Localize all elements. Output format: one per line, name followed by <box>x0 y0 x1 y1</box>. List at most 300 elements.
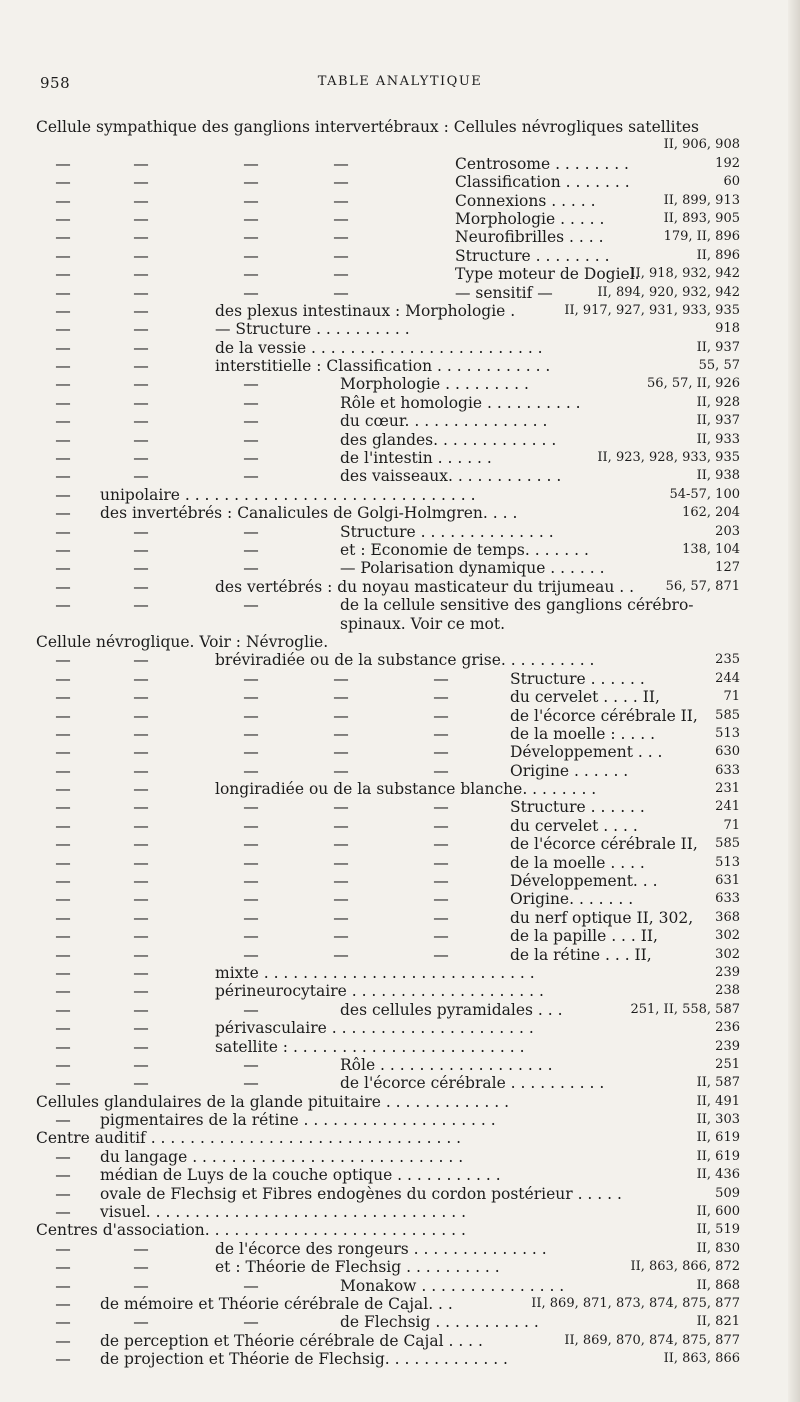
entry-text: de la moelle . . . . <box>510 853 645 872</box>
page-references: 302 <box>715 928 740 944</box>
page-references: II, 619 <box>696 1130 740 1146</box>
ditto-dash: — <box>55 522 71 541</box>
ditto-dash: — <box>433 706 449 725</box>
entry-text: visuel. . . . . . . . . . . . . . . . . . . . . . . . . . . . . . . . . <box>100 1203 467 1222</box>
ditto-dash: — <box>55 1350 71 1369</box>
index-entry <box>0 1093 800 1111</box>
ditto-dash: — <box>133 540 149 559</box>
ditto-dash: — <box>55 1184 71 1203</box>
ditto-dash: — <box>133 320 149 339</box>
ditto-dash: — <box>55 1055 71 1074</box>
ditto-dash: — <box>55 816 71 835</box>
index-entry <box>0 541 800 559</box>
ditto-dash: — <box>55 1166 71 1185</box>
entry-text: de l'écorce des rongeurs . . . . . . . . . . . . . . <box>215 1239 547 1258</box>
ditto-dash: — <box>333 872 349 891</box>
index-entry <box>0 854 800 872</box>
entry-text: de l'écorce cérébrale II, <box>510 835 698 854</box>
entry-text: de la papille . . . II, <box>510 927 658 946</box>
ditto-dash: — <box>333 890 349 909</box>
page-references: 238 <box>715 983 740 999</box>
ditto-dash: — <box>333 669 349 688</box>
ditto-dash: — <box>433 890 449 909</box>
ditto-dash: — <box>133 522 149 541</box>
ditto-dash: — <box>55 1074 71 1093</box>
page-references: 633 <box>715 762 740 778</box>
ditto-dash: — <box>433 724 449 743</box>
ditto-dash: — <box>243 375 259 394</box>
page-references: II, 869, 871, 873, 874, 875, 877 <box>531 1296 740 1311</box>
index-entry <box>0 1019 800 1037</box>
page-references: II, 519 <box>696 1222 740 1238</box>
ditto-dash: — <box>133 338 149 357</box>
entry-text: Connexions . . . . . <box>455 191 596 210</box>
ditto-dash: — <box>333 706 349 725</box>
index-entry <box>0 835 800 853</box>
ditto-dash: — <box>243 853 259 872</box>
ditto-dash: — <box>433 853 449 872</box>
ditto-dash: — <box>243 228 259 247</box>
ditto-dash: — <box>243 449 259 468</box>
ditto-dash: — <box>55 651 71 670</box>
ditto-dash: — <box>243 412 259 431</box>
ditto-dash: — <box>55 1147 71 1166</box>
ditto-dash: — <box>55 154 71 173</box>
index-entry <box>0 1056 800 1074</box>
ditto-dash: — <box>55 780 71 799</box>
ditto-dash: — <box>55 265 71 284</box>
ditto-dash: — <box>133 669 149 688</box>
ditto-dash: — <box>55 228 71 247</box>
index-entry <box>0 431 800 449</box>
ditto-dash: — <box>243 540 259 559</box>
page-references: 513 <box>715 725 740 741</box>
page-references: II, 830 <box>696 1240 740 1256</box>
index-entry <box>0 780 800 798</box>
entry-text: des plexus intestinaux : Morphologie . <box>215 301 516 320</box>
index-entry <box>0 927 800 945</box>
ditto-dash: — <box>55 1313 71 1332</box>
ditto-dash: — <box>55 927 71 946</box>
entry-text: Neurofibrilles . . . . <box>455 228 604 247</box>
index-entry <box>0 1001 800 1019</box>
index-entry <box>0 504 800 522</box>
ditto-dash: — <box>55 504 71 523</box>
ditto-dash: — <box>133 265 149 284</box>
index-entry <box>0 173 800 191</box>
index-entry <box>0 982 800 1000</box>
ditto-dash: — <box>55 724 71 743</box>
ditto-dash: — <box>243 283 259 302</box>
ditto-dash: — <box>55 301 71 320</box>
ditto-dash: — <box>433 908 449 927</box>
page-references: 631 <box>715 873 740 889</box>
page-references: II, 863, 866, 872 <box>630 1259 740 1275</box>
entry-text: des cellules pyramidales . . . <box>340 1000 563 1019</box>
ditto-dash: — <box>55 559 71 578</box>
ditto-dash: — <box>55 1239 71 1258</box>
page-references: II, 899, 913 <box>663 192 740 208</box>
ditto-dash: — <box>133 246 149 265</box>
ditto-dash: — <box>243 1000 259 1019</box>
ditto-dash: — <box>55 320 71 339</box>
ditto-dash: — <box>133 357 149 376</box>
ditto-dash: — <box>333 688 349 707</box>
index-entry <box>0 523 800 541</box>
index-entry <box>0 798 800 816</box>
page-references: 251 <box>715 1056 740 1072</box>
index-entry <box>0 743 800 761</box>
ditto-dash: — <box>243 1276 259 1295</box>
ditto-dash: — <box>133 1055 149 1074</box>
ditto-dash: — <box>333 191 349 210</box>
page-references: 585 <box>715 836 740 852</box>
entry-text: spinaux. Voir ce mot. <box>340 614 505 633</box>
page-references: 127 <box>715 560 740 576</box>
ditto-dash: — <box>133 430 149 449</box>
ditto-dash: — <box>133 798 149 817</box>
ditto-dash: — <box>133 706 149 725</box>
index-entry <box>0 1313 800 1331</box>
page-references: 509 <box>715 1185 740 1201</box>
ditto-dash: — <box>243 927 259 946</box>
ditto-dash: — <box>243 816 259 835</box>
index-entry <box>0 1332 800 1350</box>
ditto-dash: — <box>333 908 349 927</box>
ditto-dash: — <box>133 154 149 173</box>
index-entry <box>0 1350 800 1368</box>
entry-text: — Polarisation dynamique . . . . . . <box>340 559 605 578</box>
index-entry <box>0 467 800 485</box>
ditto-dash: — <box>55 890 71 909</box>
ditto-dash: — <box>243 669 259 688</box>
page-references: II, 868 <box>696 1277 740 1293</box>
ditto-dash: — <box>55 1037 71 1056</box>
entry-text: Structure . . . . . . <box>510 669 645 688</box>
page-header <box>0 74 800 94</box>
ditto-dash: — <box>133 688 149 707</box>
ditto-dash: — <box>55 835 71 854</box>
ditto-dash: — <box>243 688 259 707</box>
ditto-dash: — <box>133 724 149 743</box>
ditto-dash: — <box>243 265 259 284</box>
index-entry <box>0 320 800 338</box>
page-references: 71 <box>723 817 740 833</box>
ditto-dash: — <box>55 688 71 707</box>
index-entry <box>0 964 800 982</box>
ditto-dash: — <box>133 191 149 210</box>
ditto-dash: — <box>243 743 259 762</box>
index-entry <box>0 633 800 651</box>
index-entry <box>0 1258 800 1276</box>
ditto-dash: — <box>333 927 349 946</box>
ditto-dash: — <box>243 154 259 173</box>
index-entry <box>0 725 800 743</box>
page-references: 235 <box>715 652 740 668</box>
ditto-dash: — <box>433 743 449 762</box>
page-references: II, 303 <box>696 1112 740 1128</box>
entry-text: du cervelet . . . . <box>510 816 638 835</box>
index-entry <box>0 155 800 173</box>
ditto-dash: — <box>55 467 71 486</box>
page-references: II, 491 <box>696 1093 740 1109</box>
index-entry <box>0 707 800 725</box>
ditto-dash: — <box>55 761 71 780</box>
index-entry <box>0 670 800 688</box>
ditto-dash: — <box>243 522 259 541</box>
page-references: II, 863, 866 <box>663 1351 740 1367</box>
entry-text: Morphologie . . . . . <box>455 209 605 228</box>
ditto-dash: — <box>333 853 349 872</box>
page-references: II, 619 <box>696 1148 740 1164</box>
entry-text: Origine. . . . . . . <box>510 890 634 909</box>
page-references: 231 <box>715 781 740 797</box>
index-entry <box>0 1074 800 1092</box>
ditto-dash: — <box>133 816 149 835</box>
entry-text: Cellule névroglique. Voir : Névroglie. <box>36 632 329 651</box>
ditto-dash: — <box>55 412 71 431</box>
ditto-dash: — <box>333 154 349 173</box>
entry-text: du cœur. . . . . . . . . . . . . . . <box>340 412 548 431</box>
index-entry <box>0 339 800 357</box>
entry-text: unipolaire . . . . . . . . . . . . . . . . . . . . . . . . . . . . . . <box>100 485 476 504</box>
ditto-dash: — <box>333 835 349 854</box>
index-entry <box>0 449 800 467</box>
ditto-dash: — <box>55 706 71 725</box>
entry-text: Centre auditif . . . . . . . . . . . . . . . . . . . . . . . . . . . . . . . . <box>36 1129 462 1148</box>
entry-text: de la rétine . . . II, <box>510 945 652 964</box>
ditto-dash: — <box>133 375 149 394</box>
page-references: 244 <box>715 670 740 686</box>
ditto-dash: — <box>243 706 259 725</box>
index-entry <box>0 136 800 154</box>
ditto-dash: — <box>133 1313 149 1332</box>
entry-text: de projection et Théorie de Flechsig. . . . . . . . . . . . . <box>100 1350 508 1369</box>
index-entry <box>0 357 800 375</box>
ditto-dash: — <box>433 945 449 964</box>
entry-text: du cervelet . . . . II, <box>510 688 660 707</box>
ditto-dash: — <box>55 743 71 762</box>
index-entry <box>0 375 800 393</box>
ditto-dash: — <box>55 1295 71 1313</box>
index-entry <box>0 762 800 780</box>
ditto-dash: — <box>243 798 259 817</box>
page-references: 368 <box>715 909 740 925</box>
ditto-dash: — <box>133 449 149 468</box>
index-entry <box>0 247 800 265</box>
index-entry <box>0 946 800 964</box>
entry-text: Centrosome . . . . . . . . <box>455 154 629 173</box>
page-references: 239 <box>715 964 740 980</box>
ditto-dash: — <box>133 393 149 412</box>
page-references: II, 894, 920, 932, 942 <box>597 284 740 300</box>
ditto-dash: — <box>243 1074 259 1093</box>
ditto-dash: — <box>133 890 149 909</box>
index-entry <box>0 284 800 302</box>
index-entry <box>0 872 800 890</box>
page-references: 239 <box>715 1038 740 1054</box>
entry-text: interstitielle : Classification . . . . . . . . . . . . <box>215 357 551 376</box>
entry-text: ovale de Flechsig et Fibres endogènes du cordon postérieur . . . . . <box>100 1184 622 1203</box>
entry-text: satellite : . . . . . . . . . . . . . . . . . . . . . . . . <box>215 1037 525 1056</box>
entry-text: du langage . . . . . . . . . . . . . . . . . . . . . . . . . . . . <box>100 1147 464 1166</box>
ditto-dash: — <box>55 945 71 964</box>
entry-text: — Structure . . . . . . . . . . <box>215 320 410 339</box>
ditto-dash: — <box>55 283 71 302</box>
ditto-dash: — <box>133 1276 149 1295</box>
entry-text: de l'écorce cérébrale II, <box>510 706 698 725</box>
index-entry <box>0 615 800 633</box>
page-references: II, 918, 932, 942 <box>630 266 740 282</box>
entry-text: Cellules glandulaires de la glande pituitaire . . . . . . . . . . . . . <box>36 1092 509 1111</box>
page-references: II, 928 <box>696 394 740 410</box>
ditto-dash: — <box>433 688 449 707</box>
ditto-dash: — <box>133 853 149 872</box>
entry-text: de la moelle : . . . . <box>510 724 656 743</box>
ditto-dash: — <box>333 228 349 247</box>
ditto-dash: — <box>243 596 259 615</box>
ditto-dash: — <box>333 209 349 228</box>
ditto-dash: — <box>55 449 71 468</box>
entry-text: Type moteur de Dogiel. <box>455 265 640 284</box>
index-entry <box>0 118 800 136</box>
entry-text: des invertébrés : Canalicules de Golgi-Holmgren. . . . <box>100 504 518 523</box>
page-references: II, 896 <box>696 247 740 263</box>
ditto-dash: — <box>133 209 149 228</box>
ditto-dash: — <box>133 835 149 854</box>
entry-text: — sensitif — <box>455 283 553 302</box>
ditto-dash: — <box>133 228 149 247</box>
ditto-dash: — <box>133 467 149 486</box>
ditto-dash: — <box>243 1313 259 1332</box>
index-entry <box>0 1295 800 1313</box>
page-references: 251, II, 558, 587 <box>630 1001 740 1017</box>
page-references: II, 906, 908 <box>663 137 740 153</box>
page-references: II, 917, 927, 931, 933, 935 <box>564 302 740 318</box>
entry-text: et : Economie de temps. . . . . . . <box>340 540 589 559</box>
entry-text: mixte . . . . . . . . . . . . . . . . . . . . . . . . . . . . <box>215 963 535 982</box>
ditto-dash: — <box>55 357 71 376</box>
page-references: II, 937 <box>696 339 740 355</box>
ditto-dash: — <box>55 908 71 927</box>
entry-text: Développement . . . <box>510 743 663 762</box>
ditto-dash: — <box>133 761 149 780</box>
entry-text: Développement. . . <box>510 872 658 891</box>
entry-text: et : Théorie de Flechsig . . . . . . . . . . <box>215 1258 500 1277</box>
page-references: 633 <box>715 891 740 907</box>
entry-text: de la cellule sensitive des ganglions cérébro- <box>340 596 694 615</box>
index-entry <box>0 817 800 835</box>
ditto-dash: — <box>55 853 71 872</box>
entry-text: pigmentaires de la rétine . . . . . . . . . . . . . . . . . . . . <box>100 1111 496 1130</box>
ditto-dash: — <box>243 945 259 964</box>
page-references: II, 587 <box>696 1075 740 1091</box>
ditto-dash: — <box>133 301 149 320</box>
page-references: II, 600 <box>696 1204 740 1220</box>
entry-text: de l'écorce cérébrale . . . . . . . . . . <box>340 1074 605 1093</box>
entry-text: Monakow . . . . . . . . . . . . . . . <box>340 1276 565 1295</box>
ditto-dash: — <box>333 798 349 817</box>
page-references: II, 938 <box>696 468 740 484</box>
index-entry <box>0 688 800 706</box>
ditto-dash: — <box>333 265 349 284</box>
ditto-dash: — <box>55 209 71 228</box>
entry-text: du nerf optique II, 302, <box>510 908 694 927</box>
index-entry <box>0 1129 800 1147</box>
page-references: 55, 57 <box>698 358 740 374</box>
ditto-dash: — <box>133 1037 149 1056</box>
index-entry <box>0 1148 800 1166</box>
entry-text: Structure . . . . . . . . <box>455 246 610 265</box>
index-entry <box>0 1240 800 1258</box>
ditto-dash: — <box>333 246 349 265</box>
page-number: 958 <box>40 74 71 92</box>
ditto-dash: — <box>55 963 71 982</box>
page-references: 179, II, 896 <box>663 229 740 245</box>
ditto-dash: — <box>333 945 349 964</box>
ditto-dash: — <box>133 872 149 891</box>
ditto-dash: — <box>243 761 259 780</box>
entry-text: Structure . . . . . . . . . . . . . . <box>340 522 554 541</box>
ditto-dash: — <box>433 669 449 688</box>
ditto-dash: — <box>55 1203 71 1222</box>
ditto-dash: — <box>55 375 71 394</box>
ditto-dash: — <box>333 816 349 835</box>
ditto-dash: — <box>333 761 349 780</box>
ditto-dash: — <box>433 835 449 854</box>
ditto-dash: — <box>55 872 71 891</box>
ditto-dash: — <box>243 430 259 449</box>
page-references: II, 869, 870, 874, 875, 877 <box>564 1332 740 1348</box>
entry-text: périneurocytaire . . . . . . . . . . . . . . . . . . . . <box>215 982 544 1001</box>
entry-text: médian de Luys de la couche optique . . . . . . . . . . . <box>100 1166 501 1185</box>
ditto-dash: — <box>55 798 71 817</box>
index-entry <box>0 1277 800 1295</box>
index-entry <box>0 578 800 596</box>
index-entry <box>0 302 800 320</box>
page-references: 162, 204 <box>682 505 740 521</box>
ditto-dash: — <box>133 945 149 964</box>
page-references: 71 <box>723 689 740 705</box>
page-references: II, 893, 905 <box>663 210 740 226</box>
ditto-dash: — <box>55 430 71 449</box>
ditto-dash: — <box>133 651 149 670</box>
ditto-dash: — <box>55 173 71 192</box>
entry-text: Morphologie . . . . . . . . . <box>340 375 529 394</box>
entry-text: de mémoire et Théorie cérébrale de Cajal. . . <box>100 1295 453 1313</box>
index-entry <box>0 265 800 283</box>
entry-text: de la vessie . . . . . . . . . . . . . . . . . . . . . . . . <box>215 338 543 357</box>
index-entry <box>0 890 800 908</box>
entry-text: bréviradiée ou de la substance grise. . . . . . . . . . <box>215 651 595 670</box>
ditto-dash: — <box>243 173 259 192</box>
ditto-dash: — <box>243 467 259 486</box>
ditto-dash: — <box>433 816 449 835</box>
index-entry <box>0 651 800 669</box>
ditto-dash: — <box>55 540 71 559</box>
ditto-dash: — <box>55 1331 71 1350</box>
ditto-dash: — <box>333 743 349 762</box>
ditto-dash: — <box>243 872 259 891</box>
ditto-dash: — <box>55 338 71 357</box>
ditto-dash: — <box>243 890 259 909</box>
ditto-dash: — <box>243 559 259 578</box>
page-references: 513 <box>715 854 740 870</box>
index-entry <box>0 412 800 430</box>
ditto-dash: — <box>133 1000 149 1019</box>
ditto-dash: — <box>243 191 259 210</box>
page-references: 138, 104 <box>682 541 740 557</box>
